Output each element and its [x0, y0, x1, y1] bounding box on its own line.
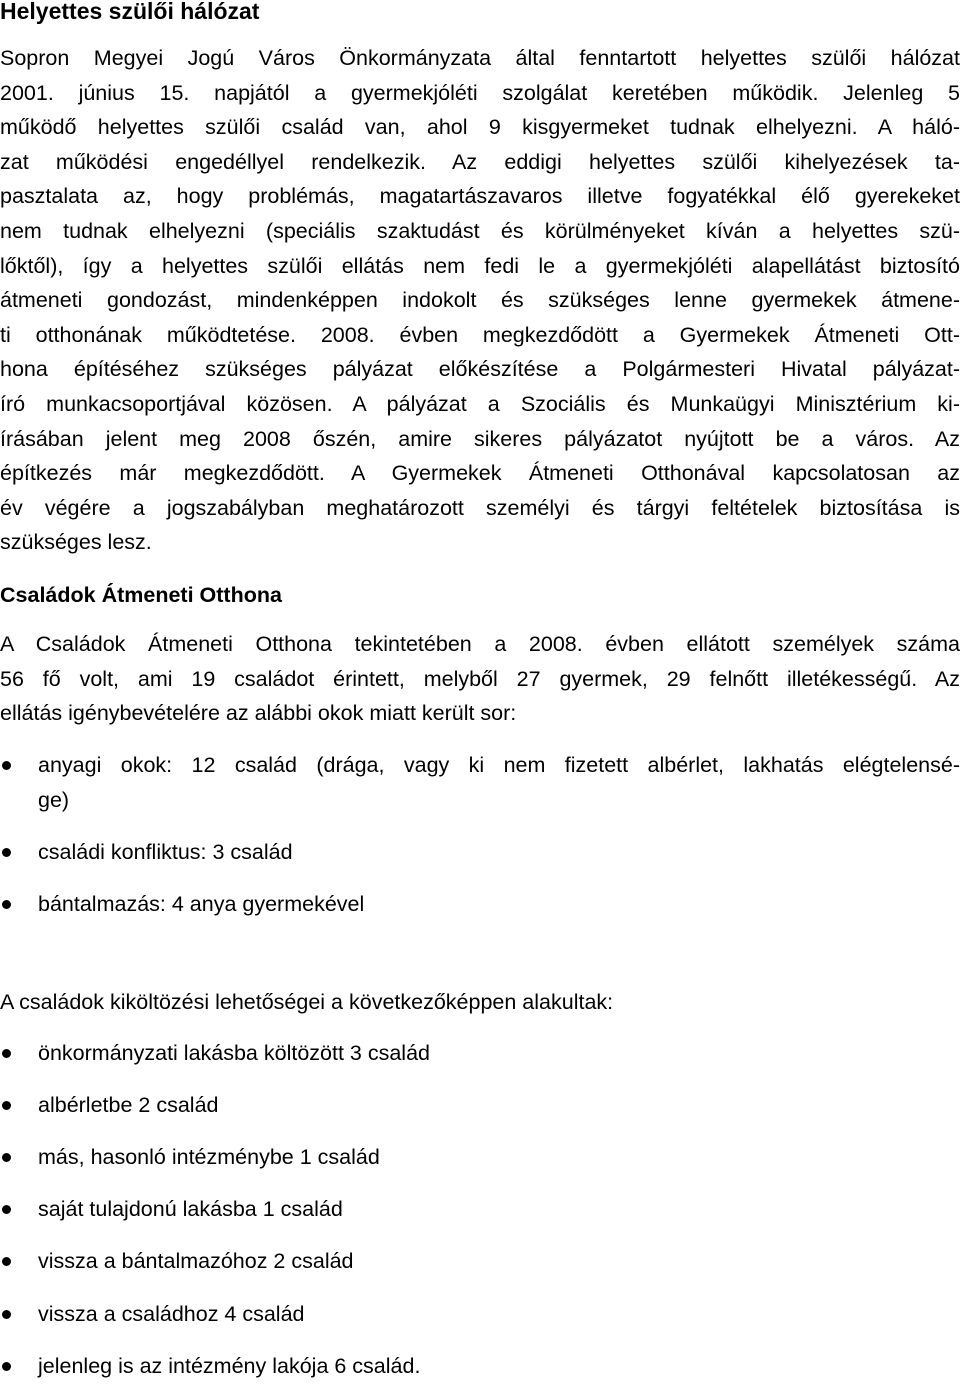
- paragraph-line: átmeneti gondozást, mindenképpen indokolt és szükséges lenne gyermekek átmene-: [0, 288, 960, 313]
- list-item-text: más, hasonló intézménybe 1 család: [38, 1145, 380, 1169]
- paragraph-line: 2001. június 15. napjától a gyermekjóléti szolgálat keretében működik. Jelenleg 5: [0, 80, 960, 105]
- list-item-text: ge): [38, 787, 70, 812]
- paragraph-line: ti otthonának működtetése. 2008. évben megkezdődött a Gyermekek Átmeneti Ott-: [0, 322, 960, 347]
- paragraph-line: lőktől), így a helyettes szülői ellátás nem fedi le a gyermekjóléti alapellátást biztosító: [0, 253, 960, 278]
- list-item-text: jelenleg is az intézmény lakója 6 család.: [38, 1354, 421, 1378]
- bullet-icon: [2, 1101, 11, 1110]
- bullet-icon: [2, 848, 11, 857]
- section-heading-foster-network: Helyettes szülői hálózat: [0, 0, 260, 24]
- bullet-icon: [2, 1205, 11, 1214]
- list-item-text: albérletbe 2 család: [38, 1093, 219, 1117]
- list-item-text: családi konfliktus: 3 család: [38, 840, 293, 864]
- bullet-icon: [2, 1257, 11, 1266]
- list-item-text: bántalmazás: 4 anya gyermekével: [38, 892, 365, 916]
- bullet-icon: [2, 1049, 11, 1058]
- paragraph-line: év végére a jogszabályban meghatározott személyi és tárgyi feltételek biztosítása is: [0, 495, 960, 520]
- paragraph-line: építkezés már megkezdődött. A Gyermekek Átmeneti Otthonával kapcsolatosan az: [0, 461, 960, 486]
- paragraph-line: írásában jelent meg 2008 őszén, amire sikeres pályázatot nyújtott be a város. Az: [0, 426, 960, 451]
- foster-network-paragraph: [0, 41, 960, 560]
- list-item-text: anyagi okok: 12 család (drága, vagy ki nem fizetett albérlet, lakhatás elégtelensé-: [38, 753, 960, 777]
- list-item-text: vissza a bántalmazóhoz 2 család: [38, 1249, 354, 1273]
- paragraph-line: hona építéséhez szükséges pályázat előkészítése a Polgármesteri Hivatal pályázat-: [0, 357, 960, 382]
- paragraph-line: A Családok Átmeneti Otthona tekintetében a 2008. évben ellátott személyek száma: [0, 632, 960, 656]
- paragraph-line: szükséges lesz.: [0, 530, 152, 555]
- paragraph-line: A családok kiköltözési lehetőségei a következőképpen alakultak:: [0, 990, 614, 1014]
- paragraph-line: zat működési engedéllyel rendelkezik. Az eddigi helyettes szülői kihelyezések ta-: [0, 149, 960, 174]
- paragraph-line: Sopron Megyei Jogú Város Önkormányzata által fenntartott helyettes szülői hálózat: [0, 46, 960, 70]
- list-item-text: saját tulajdonú lakásba 1 család: [38, 1197, 343, 1221]
- paragraph-line: ellátás igénybevételére az alábbi okok miatt került sor:: [0, 701, 517, 726]
- bullet-icon: [2, 900, 11, 909]
- paragraph-line: működő helyettes szülői család van, ahol 9 kisgyermeket tudnak elhelyezni. A háló-: [0, 115, 960, 140]
- bullet-icon: [2, 1362, 11, 1371]
- paragraph-line: író munkacsoportjával közösen. A pályázat a Szociális és Munkaügyi Minisztérium ki-: [0, 391, 960, 416]
- paragraph-line: 56 fő volt, ami 19 családot érintett, melyből 27 gyermek, 29 felnőtt illetékességű. Az: [0, 666, 960, 691]
- bullet-icon: [2, 761, 11, 770]
- bullet-icon: [2, 1310, 11, 1319]
- moveout-intro-paragraph: [0, 985, 960, 1020]
- section-heading-family-shelter: Családok Átmeneti Otthona: [0, 583, 282, 607]
- paragraph-line: nem tudnak elhelyezni (speciális szaktudást és körülményeket kíván a helyettes szü-: [0, 218, 960, 243]
- list-item-text: önkormányzati lakásba költözött 3 család: [38, 1041, 430, 1065]
- bullet-icon: [2, 1153, 11, 1162]
- family-shelter-intro-paragraph: [0, 627, 960, 731]
- paragraph-line: pasztalata az, hogy problémás, magatartászavaros illetve fogyatékkal élő gyerekeket: [0, 184, 960, 209]
- list-item-text: vissza a családhoz 4 család: [38, 1302, 305, 1326]
